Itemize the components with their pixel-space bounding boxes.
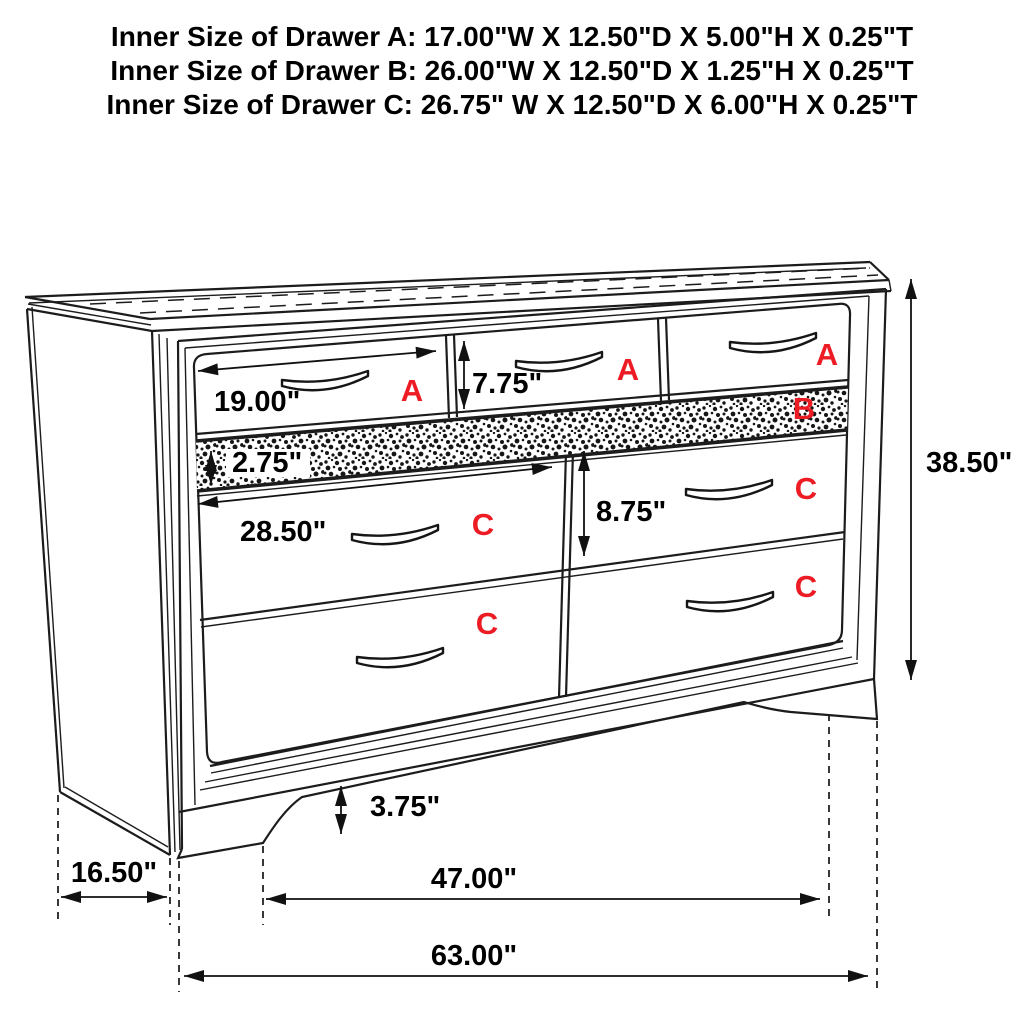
dimension-text-8-75: 8.75" — [596, 496, 667, 528]
drawer-c4-handle-icon — [357, 648, 443, 667]
divider-a2-a3-right — [666, 318, 669, 400]
label-drawer-c-bottom-right: C — [794, 569, 818, 604]
dimension-arrow-19-00 — [198, 351, 436, 371]
label-drawer-c-bottom-left: C — [475, 606, 499, 641]
frame-outer-right — [874, 289, 886, 679]
side-panel-bottom-edge-inner — [65, 787, 168, 847]
drawer-c1-handle-icon — [686, 480, 772, 499]
row-c-divider-echo — [201, 539, 843, 627]
frame-mid-top — [185, 296, 869, 348]
dimension-foot-height — [341, 786, 440, 834]
dimension-text-7-75: 7.75" — [472, 368, 543, 400]
side-panel-back-edge-inner — [32, 307, 64, 788]
label-drawer-c-top-left: C — [471, 507, 495, 542]
dimension-text-38-50: 38.50" — [926, 447, 1013, 479]
header-line-drawer-c: Inner Size of Drawer C: 26.75" W X 12.50"D X 6.00"H X 0.25"T — [106, 89, 918, 120]
side-panel-bottom-edge — [60, 792, 170, 855]
dimension-text-28-50: 28.50" — [240, 516, 327, 548]
drawer-size-header — [0, 20, 1024, 122]
frame-mid-right — [857, 296, 869, 660]
dimension-side-depth — [61, 857, 167, 897]
label-drawer-b: B — [792, 391, 816, 426]
divider-a1-a2-right — [454, 335, 457, 417]
top-band-right-edge — [889, 280, 891, 291]
header-line-drawer-a: Inner Size of Drawer A: 17.00"W X 12.50"D X 5.00"H X 0.25"T — [110, 21, 914, 52]
dimension-text-2-75: 2.75" — [232, 447, 303, 479]
dimension-overall-height — [911, 279, 1012, 680]
divider-c-center-left — [559, 452, 566, 698]
dimension-feet-span — [266, 863, 820, 899]
top-back-edge — [25, 262, 870, 297]
feet-outline — [178, 679, 877, 858]
drawer-c3-handle-icon — [687, 592, 773, 611]
base-molding-line-2 — [200, 663, 858, 790]
divider-c-center-right — [566, 451, 573, 697]
divider-a2-a3-left — [658, 319, 661, 401]
base-bottom-edge — [179, 679, 874, 812]
label-drawer-a1: A — [400, 373, 424, 408]
dimension-overall-width — [184, 940, 868, 976]
dimension-drawer-c-height — [584, 451, 666, 556]
base-molding-line-1 — [205, 657, 852, 782]
side-panel-top-edge — [27, 309, 152, 331]
drawer-handles — [282, 333, 816, 667]
dimension-text-47-00: 47.00" — [430, 863, 518, 895]
frame-outer-top — [178, 289, 886, 341]
frame-mid-left — [185, 348, 195, 805]
drawer-a3-handle-icon — [730, 333, 816, 352]
label-drawer-a3: A — [815, 337, 839, 372]
top-left-edge-inner — [28, 304, 151, 325]
base-and-feet — [178, 657, 877, 858]
label-drawer-a2: A — [616, 352, 640, 387]
drawer-bottom-echo — [211, 648, 843, 773]
top-front-edge — [150, 280, 889, 319]
side-panel — [27, 307, 180, 855]
dimension-drawer-a-height — [464, 341, 542, 409]
dimension-text-63-00: 63.00" — [430, 940, 518, 972]
dimension-text-19-00: 19.00" — [214, 386, 301, 418]
header-line-drawer-b: Inner Size of Drawer B: 26.00"W X 12.50"D X 1.25"H X 0.25"T — [110, 55, 914, 86]
dimension-text-3-75: 3.75" — [370, 791, 441, 823]
drawer-c2-handle-icon — [352, 525, 438, 544]
top-right-edge — [870, 262, 889, 280]
side-panel-back-edge — [27, 309, 60, 792]
label-drawer-c-top-right: C — [794, 471, 818, 506]
dimension-text-16-50: 16.50" — [70, 857, 158, 889]
divider-a1-a2-left — [446, 336, 449, 418]
